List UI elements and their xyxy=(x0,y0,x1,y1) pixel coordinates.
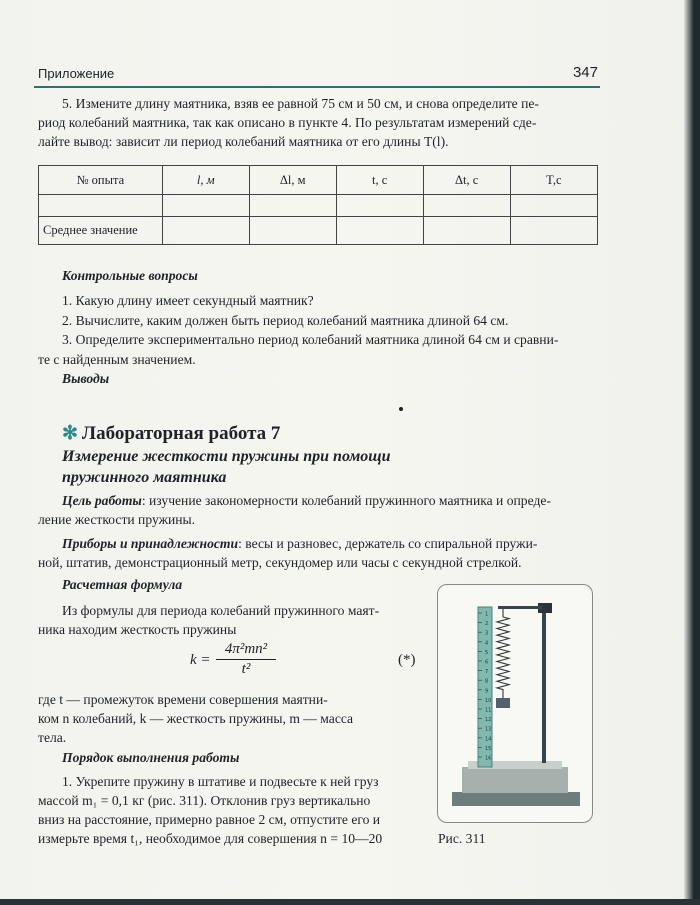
lab-title xyxy=(62,422,280,445)
table-cell xyxy=(510,217,597,245)
ruler-label: 9 xyxy=(485,688,489,695)
goal-label: Цель работы xyxy=(62,493,142,508)
table-header-cell: T,с xyxy=(510,166,597,195)
ruler-label: 7 xyxy=(485,669,489,676)
equipment-line-1 xyxy=(62,534,598,554)
ruler-label: 16 xyxy=(485,755,492,762)
formula-lhs: k = xyxy=(190,652,211,668)
table-header-cell: Δt, с xyxy=(423,166,510,195)
figure-311 xyxy=(437,584,593,823)
stiffness-formula xyxy=(190,641,430,685)
table-cell xyxy=(162,217,249,245)
ruler-label: 15 xyxy=(485,745,492,752)
table-cell xyxy=(162,195,249,217)
lab-subtitle xyxy=(62,446,482,488)
item-5-line-1: 5. Измените длину маятника, взяв ее равной 75 см и 50 см, и снова определите пе- xyxy=(62,96,539,111)
stand-platform xyxy=(462,767,568,793)
lab-subtitle-line: пружинного маятника xyxy=(62,469,227,486)
item-5-line-3: лайте вывод: зависит ли период колебаний маятника от его длины T(l). xyxy=(38,134,449,149)
table-cell xyxy=(423,195,510,217)
step-1-line-2: массой m₁ = 0,1 кг (рис. 311). Отклонив груз вертикально xyxy=(38,793,371,808)
step-1-line-3: вниз на расстояние, примерно равное 2 см, отпустите его и xyxy=(38,812,381,827)
table-cell xyxy=(249,195,336,217)
goal-line-1 xyxy=(62,491,598,511)
procedure-heading: Порядок выполнения работы xyxy=(62,750,240,765)
table-cell xyxy=(39,195,163,217)
table-header-row xyxy=(39,166,598,195)
goal-text: : изучение закономерности колебаний пружинного маятника и опреде- xyxy=(141,493,551,508)
ruler-label: 8 xyxy=(485,678,489,685)
weight xyxy=(496,698,510,708)
spring xyxy=(497,617,509,698)
table-row xyxy=(39,217,598,245)
table-cell xyxy=(336,217,423,245)
section-title: Приложение xyxy=(38,66,115,81)
lab-subtitle-line: Измерение жесткости пружины при помощи xyxy=(62,448,391,465)
table-cell xyxy=(510,195,597,217)
table-cell xyxy=(423,217,510,245)
ruler-label: 12 xyxy=(485,717,492,724)
table-row xyxy=(39,195,598,217)
conclusions-heading: Выводы xyxy=(62,371,110,386)
ruler-label: 11 xyxy=(485,707,492,714)
step-1-line-4: измерьте время t₁, необходимое для совершения n = 10—20 xyxy=(38,831,383,846)
table-header-cell: № опыта xyxy=(39,166,163,195)
header-rule xyxy=(34,86,600,88)
page-edge xyxy=(684,0,700,905)
ruler-label: 4 xyxy=(485,640,489,647)
goal-line-2: ление жесткости пружины. xyxy=(38,512,196,527)
page-bottom-edge xyxy=(0,899,700,905)
equipment-line-2: ной, штатив, демонстрационный метр, секундомер или часы с секундной стрелкой. xyxy=(38,555,522,570)
fraction-bar xyxy=(216,659,276,660)
formula-fraction xyxy=(216,641,276,678)
list-item: 2. Вычислите, каким должен быть период колебаний маятника длиной 64 см. xyxy=(62,312,509,328)
ruler-label: 14 xyxy=(485,736,492,743)
holder-arm xyxy=(498,606,542,609)
ruler-label: 2 xyxy=(485,621,489,628)
ruler-label: 6 xyxy=(485,659,489,666)
formula-intro-1: Из формулы для периода колебаний пружинного маят- xyxy=(62,603,380,618)
ruler-label: 1 xyxy=(485,611,489,618)
spring-pendulum-illustration xyxy=(438,585,592,822)
formula-tag: (*) xyxy=(398,652,416,668)
formula-intro-2: ника находим жесткость пружины xyxy=(38,622,237,637)
where-line-2: ком n колебаний, k — жесткость пружины, m — масса xyxy=(38,711,354,726)
star-icon: ✻ xyxy=(62,423,78,444)
ruler-label: 3 xyxy=(485,630,489,637)
table-cell xyxy=(336,195,423,217)
formula-numerator: 4π²mn² xyxy=(224,641,268,657)
stray-dot xyxy=(399,407,403,411)
list-item: 3. Определите экспериментально период колебаний маятника длиной 64 см и сравни- xyxy=(62,332,559,347)
table-header-cell: t, с xyxy=(336,166,423,195)
stand-rod xyxy=(542,605,546,763)
figure-caption: Рис. 311 xyxy=(438,831,486,846)
control-questions-heading: Контрольные вопросы xyxy=(62,268,198,283)
control-questions-list xyxy=(62,291,598,350)
where-line-3: тела. xyxy=(38,730,67,745)
table-header-cell: l, м xyxy=(162,166,249,195)
table-header-cell: Δl, м xyxy=(249,166,336,195)
table-cell: Среднее значение xyxy=(39,217,163,245)
question-3-continuation: те с найденным значением. xyxy=(38,352,196,367)
ruler-label: 13 xyxy=(485,726,492,733)
running-head xyxy=(38,64,598,86)
formula-denominator: t² xyxy=(241,661,251,677)
measurement-table xyxy=(38,165,598,245)
ruler-label: 10 xyxy=(485,697,492,704)
where-line-1: где t — промежуток времени совершения маятни- xyxy=(38,692,328,707)
step-1-line-1: 1. Укрепите пружину в штативе и подвесьте к ней груз xyxy=(62,774,379,789)
equipment-label: Приборы и принадлежности xyxy=(62,536,239,551)
equipment-text: : весы и разновес, держатель со спиральной пружи- xyxy=(238,536,538,551)
lab-title-text: Лабораторная работа 7 xyxy=(81,423,281,444)
formula-heading: Расчетная формула xyxy=(62,577,183,592)
item-5-line-2: риод колебаний маятника, так как описано в пункте 4. По результатам измерений сде- xyxy=(38,115,537,130)
table-cell xyxy=(249,217,336,245)
list-item: 1. Какую длину имеет секундный маятник? xyxy=(62,293,314,308)
stand-base xyxy=(452,792,580,806)
page-number: 347 xyxy=(572,64,598,81)
ruler-label: 5 xyxy=(485,649,489,656)
